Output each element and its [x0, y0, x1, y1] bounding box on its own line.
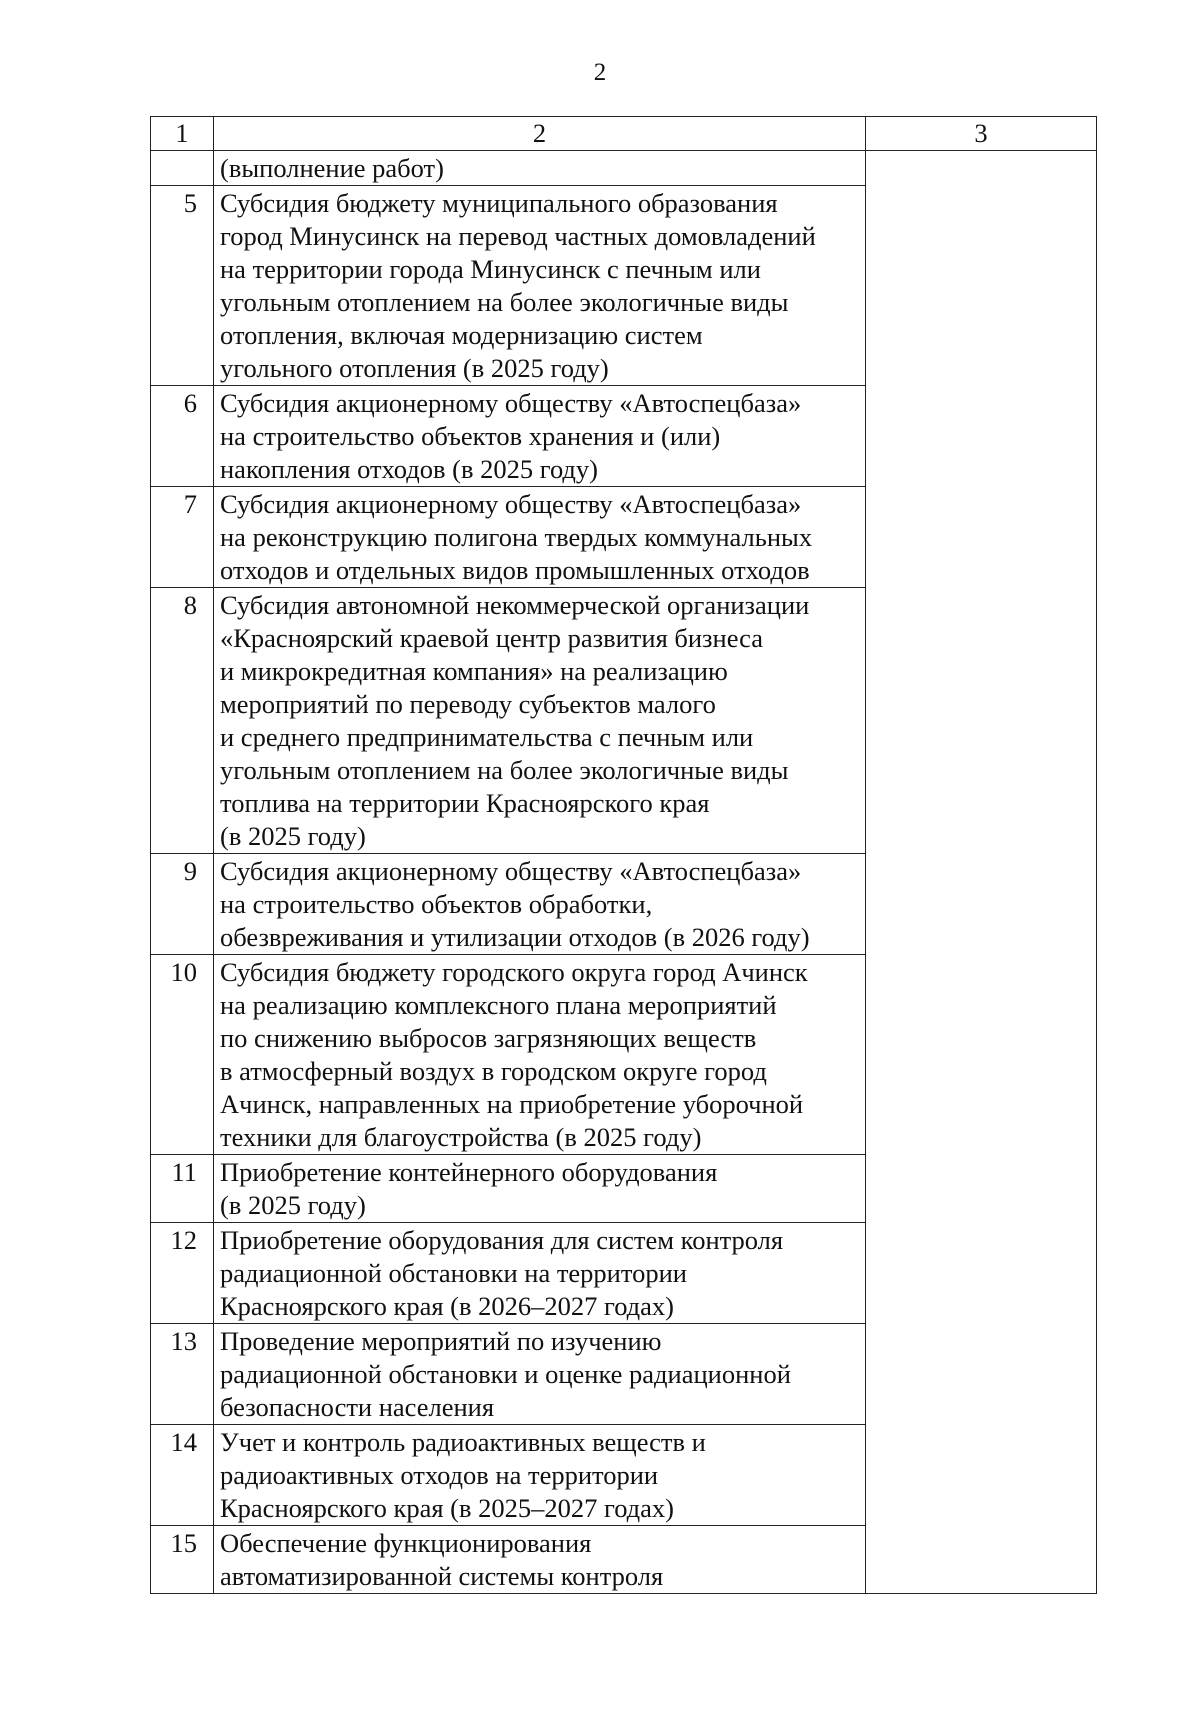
description-line: (в 2025 году)	[220, 821, 366, 851]
column-header-3: 3	[866, 117, 1097, 151]
description-line: на реконструкцию полигона твердых коммунальных	[220, 522, 813, 552]
description-line: Субсидия бюджету муниципального образования	[220, 188, 778, 218]
description-line: мероприятий по переводу субъектов малого	[220, 689, 716, 719]
description-line: угольным отоплением на более экологичные виды	[220, 755, 789, 785]
row-number: 11	[151, 1155, 214, 1223]
table-body	[151, 117, 1097, 1594]
row-number: 13	[151, 1324, 214, 1425]
column-header-2: 2	[214, 117, 866, 151]
description-line: техники для благоустройства (в 2025 году)	[220, 1122, 702, 1152]
row-description	[214, 1155, 866, 1223]
description-line: и среднего предпринимательства с печным или	[220, 722, 754, 752]
table-row	[151, 151, 1097, 186]
description-line: и микрокредитная компания» на реализацию	[220, 656, 728, 686]
column-3-cell	[866, 151, 1097, 1594]
description-line: город Минусинск на перевод частных домовладений	[220, 221, 816, 251]
description-line: на реализацию комплексного плана мероприятий	[220, 990, 777, 1020]
description-line: топлива на территории Красноярского края	[220, 788, 710, 818]
description-line: радиационной обстановки на территории	[220, 1258, 687, 1288]
column-header-1: 1	[151, 117, 214, 151]
row-description	[214, 1526, 866, 1594]
description-line: накопления отходов (в 2025 году)	[220, 454, 598, 484]
description-line: Субсидия акционерному обществу «Автоспецбаза»	[220, 856, 802, 886]
description-line: автоматизированной системы контроля	[220, 1561, 664, 1591]
row-description	[214, 1324, 866, 1425]
description-line: радиационной обстановки и оценке радиационной	[220, 1359, 791, 1389]
description-line: Ачинск, направленных на приобретение уборочной	[220, 1089, 804, 1119]
description-line: Субсидия автономной некоммерческой организации	[220, 590, 810, 620]
row-number: 14	[151, 1425, 214, 1526]
row-description	[214, 487, 866, 588]
description-line: на строительство объектов обработки,	[220, 889, 653, 919]
document-table	[150, 116, 1097, 1594]
description-line: (в 2025 году)	[220, 1190, 366, 1220]
description-line: радиоактивных отходов на территории	[220, 1460, 659, 1490]
row-number	[151, 151, 214, 186]
description-line: угольным отоплением на более экологичные виды	[220, 287, 789, 317]
row-description	[214, 854, 866, 955]
description-line: Приобретение контейнерного оборудования	[220, 1157, 718, 1187]
description-line: Красноярского края (в 2026–2027 годах)	[220, 1291, 674, 1321]
description-line: «Красноярский краевой центр развития бизнеса	[220, 623, 763, 653]
description-line: в атмосферный воздух в городском округе город	[220, 1056, 767, 1086]
description-line: Субсидия акционерному обществу «Автоспецбаза»	[220, 388, 802, 418]
row-description	[214, 386, 866, 487]
description-line: Красноярского края (в 2025–2027 годах)	[220, 1493, 674, 1523]
description-line: Учет и контроль радиоактивных веществ и	[220, 1427, 706, 1457]
page-number: 2	[593, 59, 607, 86]
row-number: 6	[151, 386, 214, 487]
row-description	[214, 151, 866, 186]
row-description	[214, 186, 866, 386]
row-number: 10	[151, 955, 214, 1155]
row-description	[214, 588, 866, 854]
description-line: на территории города Минусинск с печным или	[220, 254, 761, 284]
row-number: 12	[151, 1223, 214, 1324]
description-line: Обеспечение функционирования	[220, 1528, 592, 1558]
row-number: 7	[151, 487, 214, 588]
description-line: Субсидия бюджету городского округа город Ачинск	[220, 957, 808, 987]
description-line: на строительство объектов хранения и (или)	[220, 421, 721, 451]
description-line: Проведение мероприятий по изучению	[220, 1326, 662, 1356]
description-line: Субсидия акционерному обществу «Автоспецбаза»	[220, 489, 802, 519]
description-line: Приобретение оборудования для систем контроля	[220, 1225, 784, 1255]
description-line: (выполнение работ)	[220, 153, 444, 183]
description-line: отопления, включая модернизацию систем	[220, 320, 703, 350]
row-description	[214, 1223, 866, 1324]
description-line: безопасности населения	[220, 1392, 495, 1422]
row-number: 9	[151, 854, 214, 955]
row-number: 5	[151, 186, 214, 386]
description-line: обезвреживания и утилизации отходов (в 2026 году)	[220, 922, 810, 952]
description-line: по снижению выбросов загрязняющих веществ	[220, 1023, 757, 1053]
row-number: 15	[151, 1526, 214, 1594]
table-header-row	[151, 117, 1097, 151]
description-line: отходов и отдельных видов промышленных отходов	[220, 555, 810, 585]
row-number: 8	[151, 588, 214, 854]
row-description	[214, 1425, 866, 1526]
description-line: угольного отопления (в 2025 году)	[220, 353, 609, 383]
row-description	[214, 955, 866, 1155]
